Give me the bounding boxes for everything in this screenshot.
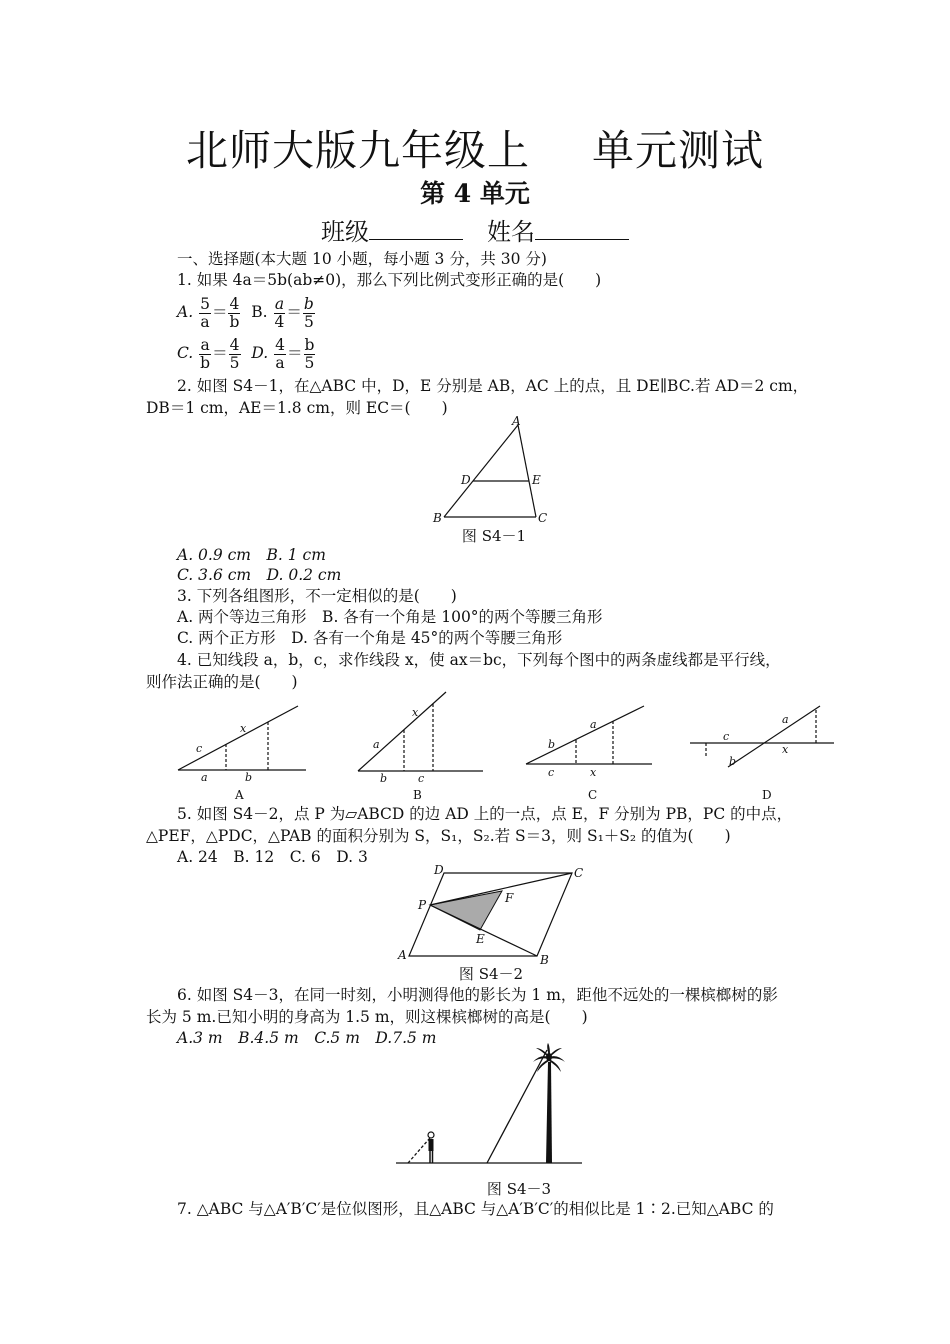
figC-caption: C xyxy=(588,788,598,802)
figC-ray xyxy=(526,706,644,764)
figB-label-c: c xyxy=(418,772,425,785)
q7-stem-1: 7. △ABC 与△A′B′C′是位似图形，且△ABC 与△A′B′C′的相似比是 1∶2.已知△ABC 的 xyxy=(177,1200,774,1218)
q4-stem-1: 4. 已知线段 a，b，c，求作线段 x，使 ax＝bc，下列每个图中的两条虚线都是平行线， xyxy=(177,651,781,669)
title-left: 北师大版九年级上 xyxy=(185,126,530,175)
q1-stem: 1. 如果 4a＝5b(ab≠0)，那么下列比例式变形正确的是( ) xyxy=(177,271,602,289)
figC-label-b: b xyxy=(548,738,556,751)
title-right: 单元测试 xyxy=(592,126,765,175)
label-e: E xyxy=(532,473,541,487)
seg-pc xyxy=(430,873,572,905)
figD-label-x: x xyxy=(782,743,789,756)
q1-options-cd: C. $\frac{a}{b}$ ＝ $\frac{4}{5}$ D. $\frac{4}{a}$ ＝ $\frac{b}{5}$ xyxy=(177,335,315,372)
figB-label-a: a xyxy=(373,738,380,751)
q6-stem-1: 6. 如图 S4－3，在同一时刻，小明测得他的影长为 1 m，距他不远处的一棵槟榔树的影 xyxy=(177,986,778,1004)
figB-label-x: x xyxy=(412,706,419,719)
class-label: 班级 xyxy=(321,218,369,246)
seg-ab xyxy=(444,425,518,517)
figB-label-b: b xyxy=(380,772,388,785)
figC-label-a: a xyxy=(590,718,597,731)
q2-stem-1: 2. 如图 S4－1，在△ABC 中，D，E 分别是 AB，AC 上的点，且 DE∥BC.若 AD＝2 cm， xyxy=(177,377,809,395)
section-heading: 一、选择题(本大题 10 小题，每小题 3 分，共 30 分) xyxy=(177,250,547,268)
figure-q4 xyxy=(170,690,840,805)
tree-shadow-ray xyxy=(487,1050,547,1163)
q4-stem-2: 则作法正确的是( ) xyxy=(146,673,298,691)
label-b: B xyxy=(540,953,549,965)
palm-tree xyxy=(533,1043,565,1163)
q3-stem: 3. 下列各组图形，不一定相似的是( ) xyxy=(177,587,457,605)
figC-label-x: x xyxy=(590,766,597,779)
label-d: D xyxy=(434,863,444,877)
unit-subtitle: 第 4 单元 xyxy=(420,179,530,208)
q5-stem-1: 5. 如图 S4－2，点 P 为▱ABCD 的边 AD 上的一点，点 E，F 分别为 PB，PC 的中点， xyxy=(177,805,793,823)
figC-label-c: c xyxy=(548,766,555,779)
q5-stem-2: △PEF，△PDC，△PAB 的面积分别为 S，S₁，S₂.若 S＝3，则 S₁＋S₂ 的值为( ) xyxy=(146,827,731,845)
label-a: A xyxy=(512,414,521,428)
figure-s4-3 xyxy=(390,1042,590,1167)
parallelogram-abcd xyxy=(409,873,572,956)
seg-ac xyxy=(518,425,536,517)
page-title xyxy=(0,118,950,178)
label-p: P xyxy=(418,898,427,912)
q2-stem-2: DB＝1 cm，AE＝1.8 cm，则 EC＝( ) xyxy=(146,399,448,417)
figD-label-c: c xyxy=(723,730,730,743)
figure-s4-1 xyxy=(425,413,555,528)
label-e: E xyxy=(476,932,485,946)
label-c: C xyxy=(538,511,548,525)
figA-label-x: x xyxy=(240,722,247,735)
label-a: A xyxy=(398,948,407,962)
label-f: F xyxy=(505,891,514,905)
caption-s4-3: 图 S4－3 xyxy=(486,1180,552,1198)
class-blank xyxy=(369,219,463,240)
label-c: C xyxy=(574,866,584,880)
q1-options-ab: A. $\frac{5}{a}$ ＝ $\frac{4}{b}$ B. $\frac{a}{4}$ ＝ $\frac{b}{5}$ xyxy=(177,294,314,331)
q6-options: A.3 m B.4.5 m C.5 m D.7.5 m xyxy=(177,1029,437,1047)
q6-stem-2: 长为 5 m.已知小明的身高为 1.5 m，则这棵槟榔树的高是( ) xyxy=(146,1008,588,1026)
figD-label-b: b xyxy=(729,755,737,768)
q2-options-2: C. 3.6 cm D. 0.2 cm xyxy=(177,566,342,584)
label-b: B xyxy=(433,511,442,525)
figD-label-a: a xyxy=(782,713,789,726)
figA-label-a: a xyxy=(201,771,208,784)
q3-options-2: C. 两个正方形 D. 各有一个角是 45°的两个等腰三角形 xyxy=(177,629,563,647)
caption-s4-2: 图 S4－2 xyxy=(458,965,524,983)
person-figure xyxy=(428,1132,434,1163)
figA-label-c: c xyxy=(196,742,203,755)
figD-caption: D xyxy=(762,788,772,802)
label-d: D xyxy=(461,473,471,487)
figD-ray xyxy=(728,706,820,767)
figB-caption: B xyxy=(413,788,422,802)
name-label: 姓名 xyxy=(487,218,535,246)
caption-s4-1: 图 S4－1 xyxy=(461,527,527,545)
name-blank xyxy=(535,219,629,240)
q2-options-1: A. 0.9 cm B. 1 cm xyxy=(177,546,326,564)
figA-label-b: b xyxy=(245,771,253,784)
class-name-row xyxy=(0,212,950,247)
figA-ray xyxy=(178,706,298,770)
figA-caption: A xyxy=(235,788,244,802)
person-shadow-ray xyxy=(408,1138,430,1163)
figure-s4-2 xyxy=(392,860,592,965)
q3-options-1: A. 两个等边三角形 B. 各有一个角是 100°的两个等腰三角形 xyxy=(177,608,603,626)
q5-options: A. 24 B. 12 C. 6 D. 3 xyxy=(177,848,368,866)
